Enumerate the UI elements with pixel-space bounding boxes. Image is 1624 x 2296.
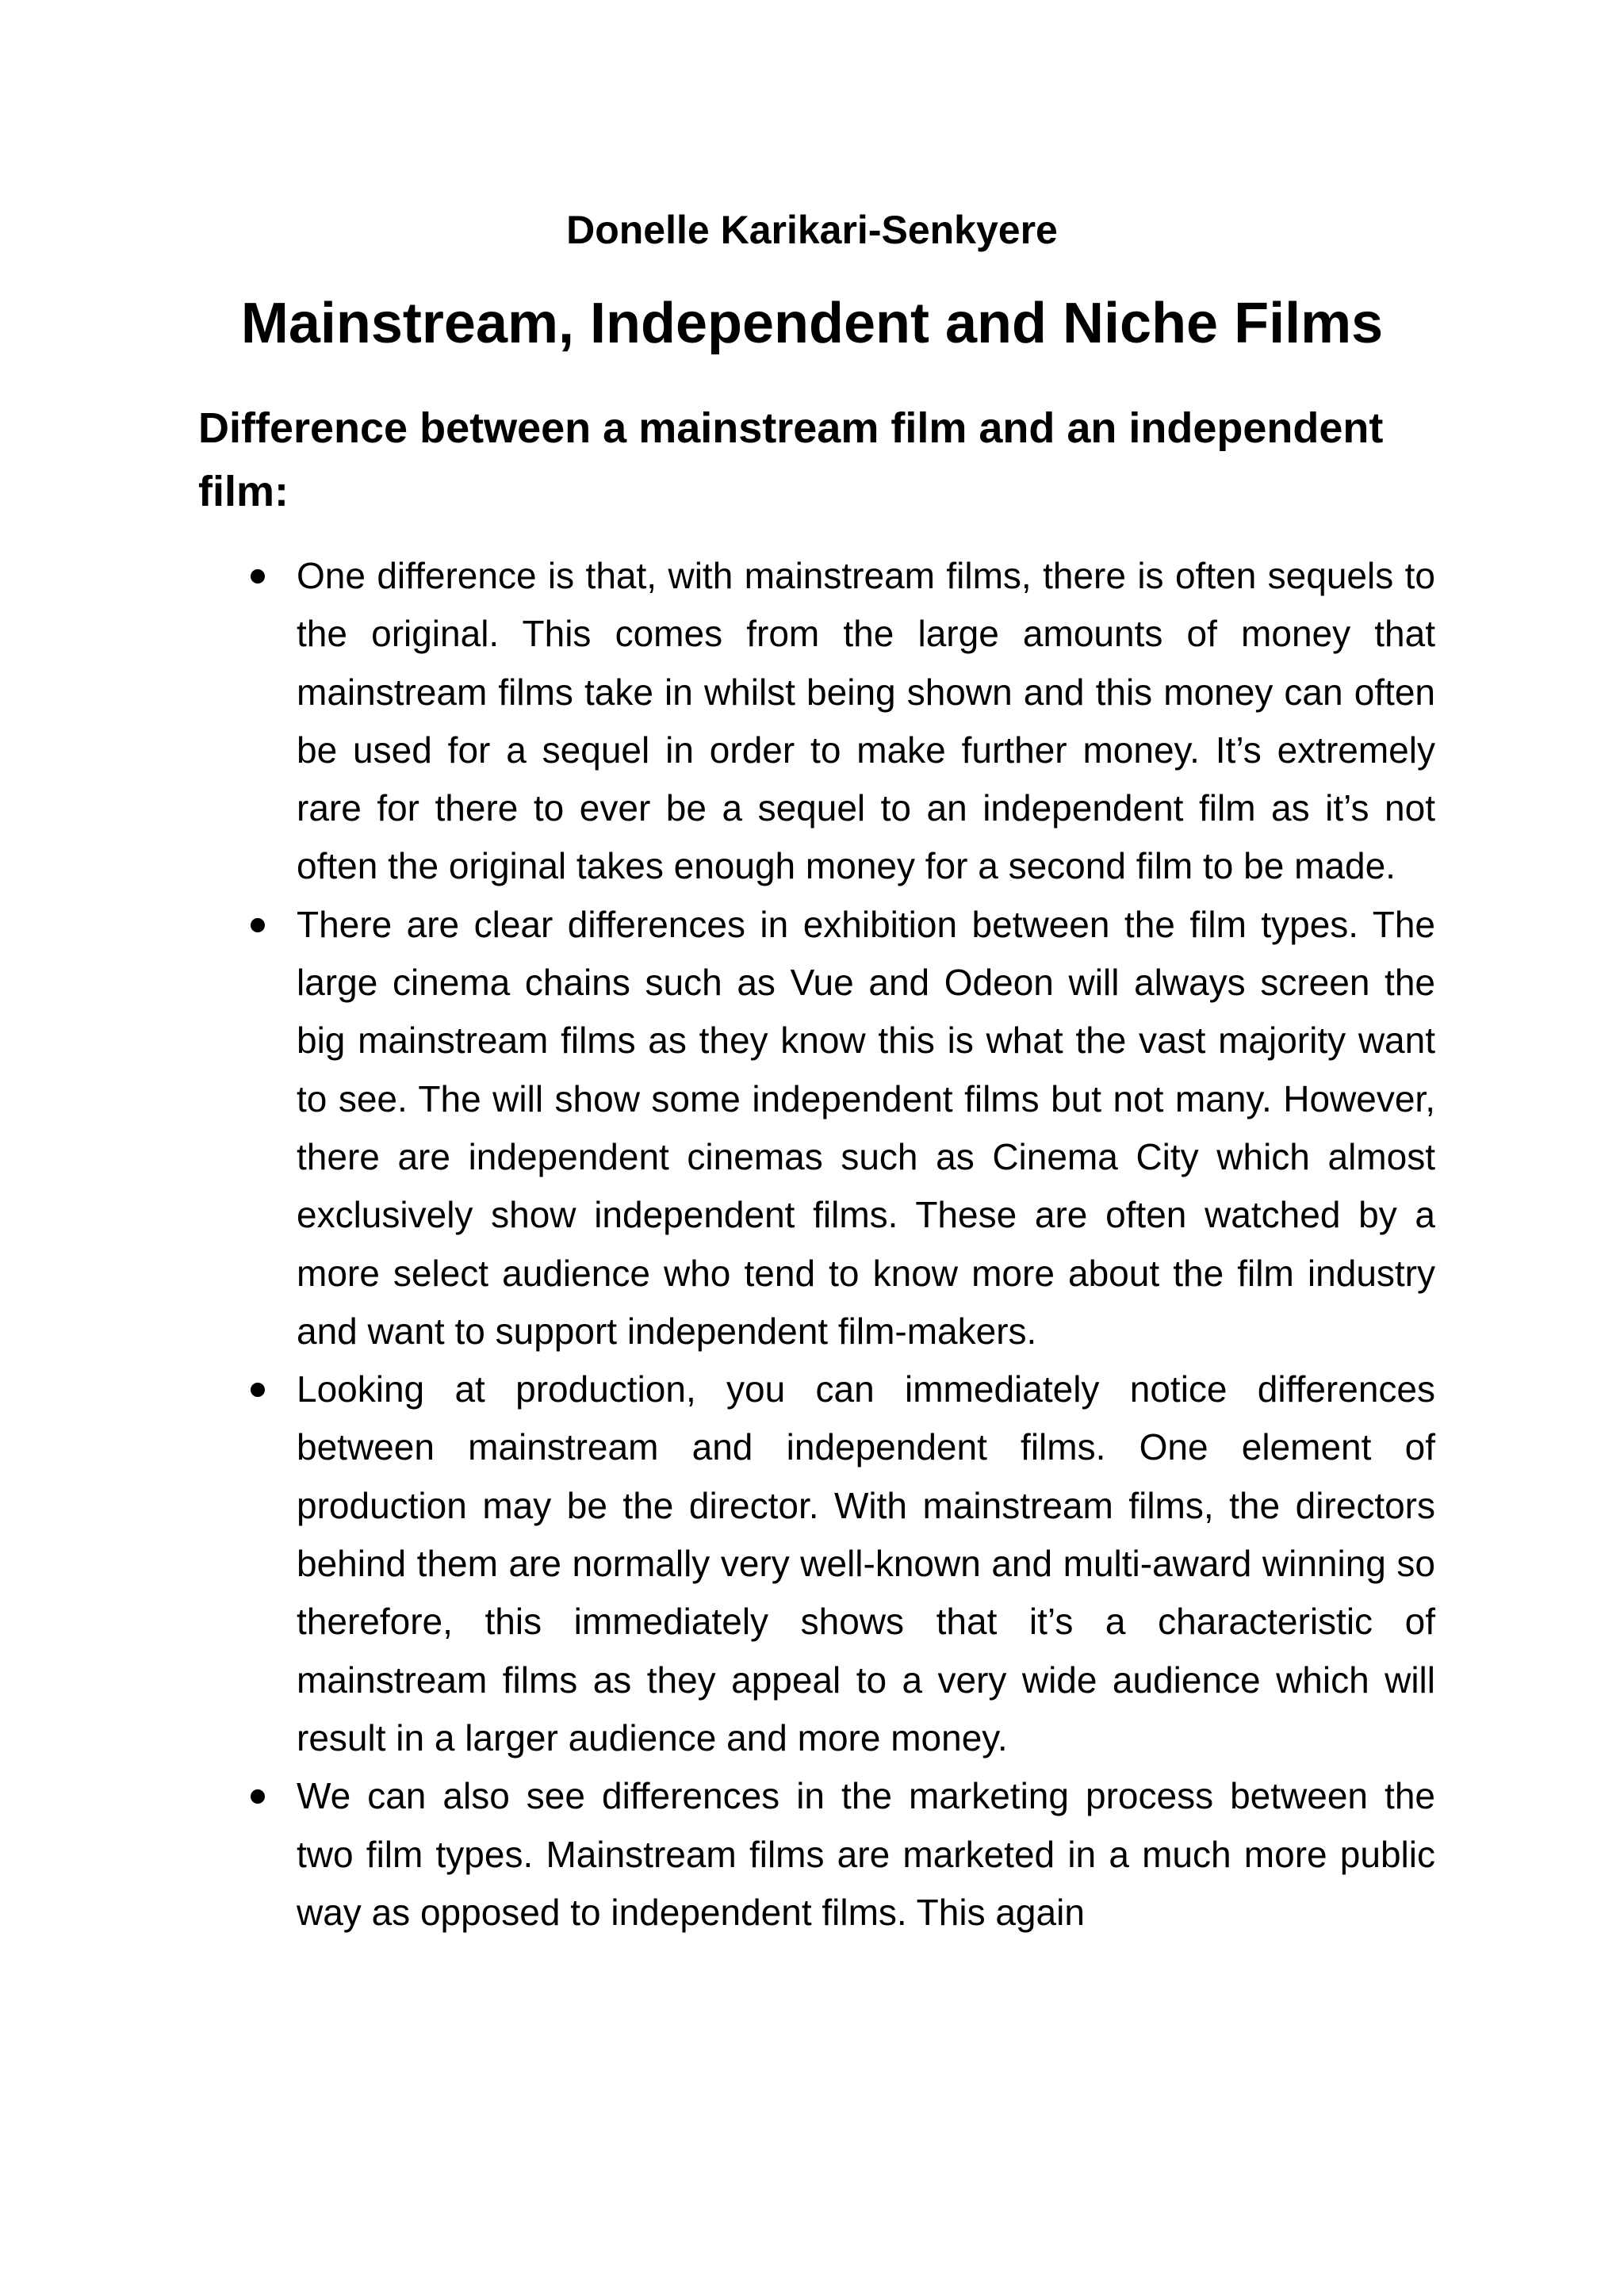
bullet-text: Looking at production, you can immediately notice differences between mainstream and independent films. One element of production may be the director. With mainstream films, the directors behind them are normally very well-known and multi-award winning so therefore, this immediately shows that it’s a characteristic of mainstream films as they appeal to a very wide audience which will result in a larger audience and more money. [297, 1368, 1435, 1758]
section-heading: Difference between a mainstream film and an independent film: [198, 404, 1384, 515]
bullet-icon [251, 1383, 265, 1397]
bullet-item [198, 1767, 1435, 1942]
bullet-item [198, 547, 1435, 896]
bullet-list [198, 547, 1435, 1942]
bullet-item [198, 1360, 1435, 1767]
bullet-icon [251, 1789, 265, 1804]
author-name: Donelle Karikari-Senkyere [566, 208, 1058, 252]
bullet-text: We can also see differences in the marketing process between the two film types. Mainstream films are marketed in a much more public way as opposed to independent films. This again [297, 1775, 1435, 1933]
bullet-icon [251, 918, 265, 932]
bullet-icon [251, 569, 265, 584]
bullet-item [198, 896, 1435, 1360]
bullet-text: One difference is that, with mainstream films, there is often sequels to the original. This comes from the large amounts of money that mainstream films take in whilst being shown and this money can often be used for a sequel in order to make further money. It’s extremely rare for there to ever be a sequel to an independent film as it’s not often the original takes enough money for a second film to be made. [297, 555, 1435, 887]
document-title: Mainstream, Independent and Niche Films [240, 292, 1384, 355]
bullet-text: There are clear differences in exhibition between the film types. The large cinema chains such as Vue and Odeon will always screen the big mainstream films as they know this is what the vast majority want to see. The will show some independent films but not many. However, there are independent cinemas such as Cinema City which almost exclusively show independent films. These are often watched by a more select audience who tend to know more about the film industry and want to support independent film-makers. [297, 903, 1435, 1352]
